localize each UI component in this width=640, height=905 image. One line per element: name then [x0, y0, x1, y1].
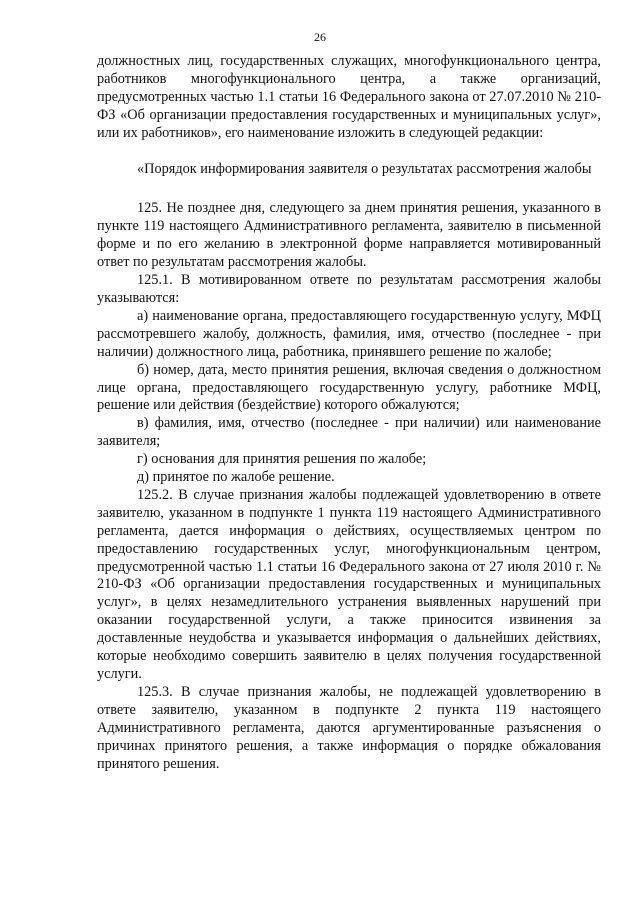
list-item-b: б) номер, дата, место принятия решения, включая сведения о должностном лице органа, предоставляющего государственную услугу, работнике МФЦ, решение или действия (бездействие) которого обжалуются;	[97, 361, 601, 414]
paragraph-continuation: должностных лиц, государственных служащих, многофункционального центра, работников многофункционального центра, а также организаций, предусмотренных частью 1.1 статьи 16 Федерального закона от 27.07.2010 № 210-ФЗ «Об организации предоставления государственных и муниципальных услуг», или их работников», его наименование изложить в следующей редакции:	[97, 53, 601, 141]
paragraph-125-1: 125.1. В мотивированном ответе по результатам рассмотрения жалобы указываются:	[97, 272, 601, 306]
page-number: 26	[314, 30, 326, 44]
section-heading: «Порядок информирования заявителя о результатах рассмотрения жалобы	[137, 160, 592, 177]
list-item-d: д) принятое по жалобе решение.	[137, 469, 335, 486]
paragraph-125: 125. Не позднее дня, следующего за днем принятия решения, указанного в пункте 119 настоящего Административного регламента, заявителю в письменной форме и по его желанию в электронной форме направляется мотивированный ответ по результатам рассмотрения жалобы.	[97, 200, 601, 271]
list-item-v: в) фамилия, имя, отчество (последнее - при наличии) или наименование заявителя;	[97, 415, 601, 450]
page-body	[97, 53, 601, 773]
list-item-a: а) наименование органа, предоставляющего государственную услугу, МФЦ рассмотревшего жалобу, должность, фамилия, имя, отчество (последнее - при наличии) должностного лица, работника, принявшего решение по жалобе;	[97, 307, 601, 360]
paragraph-125-2: 125.2. В случае признания жалобы подлежащей удовлетворению в ответе заявителю, указанном в подпункте 1 пункта 119 настоящего Административного регламента, дается информация о действиях, осуществляемых центром по предоставлению государственных услуг, многофункциональным центром, предусмотренной частью 1.1 статьи 16 Федерального закона от 27 июля 2010 г. № 210-ФЗ «Об организации предоставления государственных и муниципальных услуг», в целях незамедлительного устранения выявленных нарушений при оказании государственной услуги, а также приносится извинения за доставленные неудобства и указывается информация о дальнейших действиях, которые необходимо совершить заявителю в целях получения государственной услуги.	[97, 486, 601, 682]
list-item-g: г) основания для принятия решения по жалобе;	[137, 451, 427, 468]
paragraph-125-3: 125.3. В случае признания жалобы, не подлежащей удовлетворению в ответе заявителю, указанном в подпункте 2 пункта 119 настоящего Административного регламента, даются аргументированные разъяснения о причинах принятого решения, а также информация о порядке обжалования принятого решения.	[97, 683, 601, 772]
